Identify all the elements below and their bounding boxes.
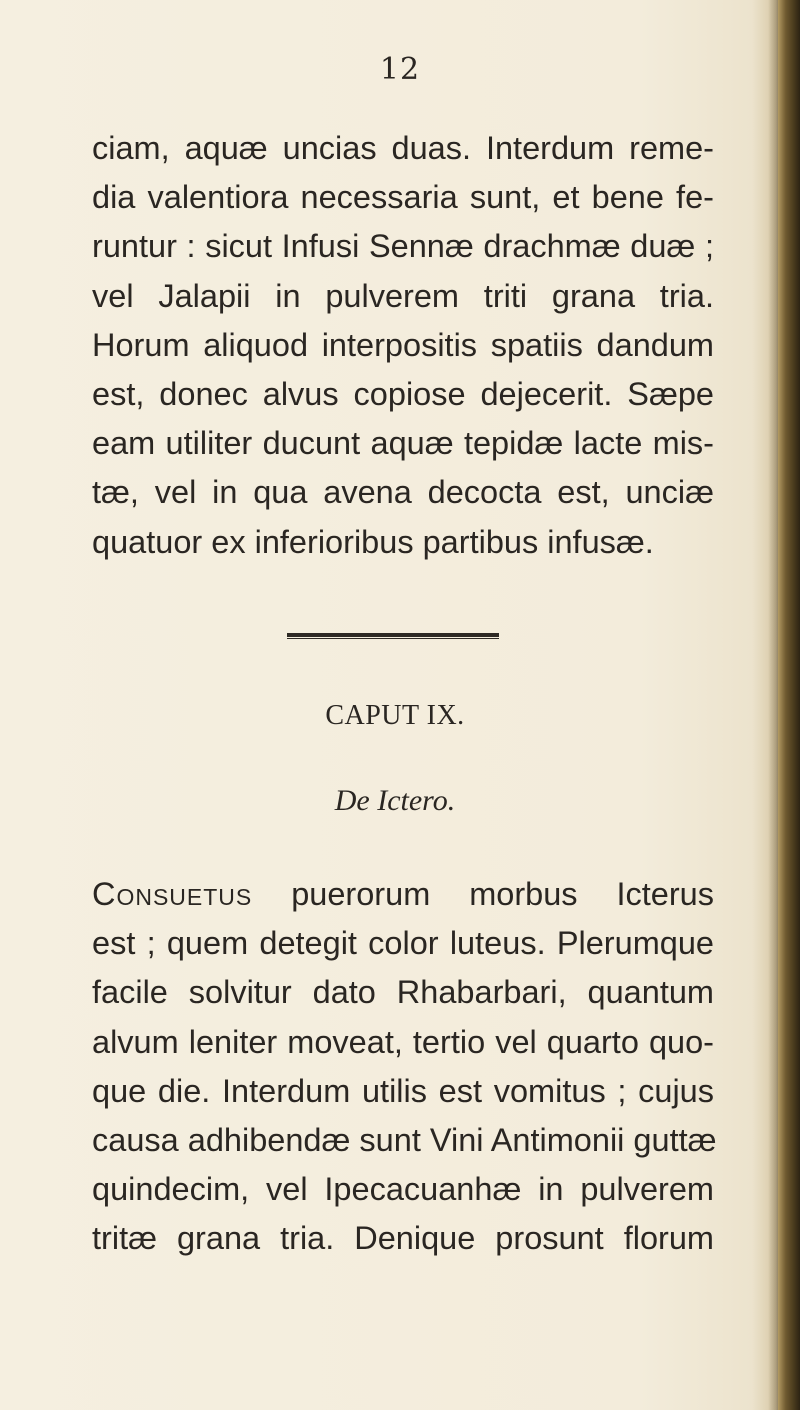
text-line: facile solvitur dato Rhabarbari, quantum: [92, 974, 714, 1011]
paragraph-2: [92, 870, 717, 1264]
text-line-first: [92, 870, 714, 919]
drop-word: Consuetus: [92, 876, 253, 912]
text-line: quindecim, vel Ipecacuanhæ in pulverem: [92, 1171, 714, 1208]
chapter-title: De Ictero.: [334, 784, 456, 817]
text-line: vel Jalapii in pulverem triti grana tria.: [92, 277, 714, 314]
first-line-rest: puerorum morbus Icterus: [291, 876, 715, 912]
text-line: runtur : sicut Infusi Sennæ drachmæ duæ ;: [92, 228, 714, 265]
text-line: Horum aliquod interpositis spatiis dandum: [92, 326, 714, 363]
paragraph-1: [92, 124, 714, 567]
text-line: que die. Interdum utilis est vomitus ; cujus: [92, 1072, 714, 1109]
text-line: est ; quem detegit color luteus. Plerumque: [92, 925, 714, 962]
text-line: alvum leniter moveat, tertio vel quarto quo-: [92, 1023, 714, 1060]
divider-thick-line: [287, 633, 499, 637]
chapter-heading: CAPUT IX.: [325, 700, 465, 731]
text-line: tritæ grana tria. Denique prosunt florum: [92, 1220, 714, 1257]
text-line: quatuor ex inferioribus partibus infusæ.: [92, 523, 654, 560]
text-line: tæ, vel in qua avena decocta est, unciæ: [92, 474, 714, 511]
text-line: causa adhibendæ sunt Vini Antimonii guttæ: [92, 1121, 717, 1158]
section-divider-rule: [287, 633, 499, 640]
text-line: est, donec alvus copiose dejecerit. Sæpe: [92, 375, 714, 412]
text-line: eam utiliter ducunt aquæ tepidæ lacte mis-: [92, 425, 714, 462]
text-line: ciam, aquæ uncias duas. Interdum reme-: [92, 130, 714, 166]
divider-thin-line: [287, 638, 499, 639]
page-number: 12: [379, 52, 421, 87]
text-line: dia valentiora necessaria sunt, et bene fe-: [92, 179, 714, 216]
